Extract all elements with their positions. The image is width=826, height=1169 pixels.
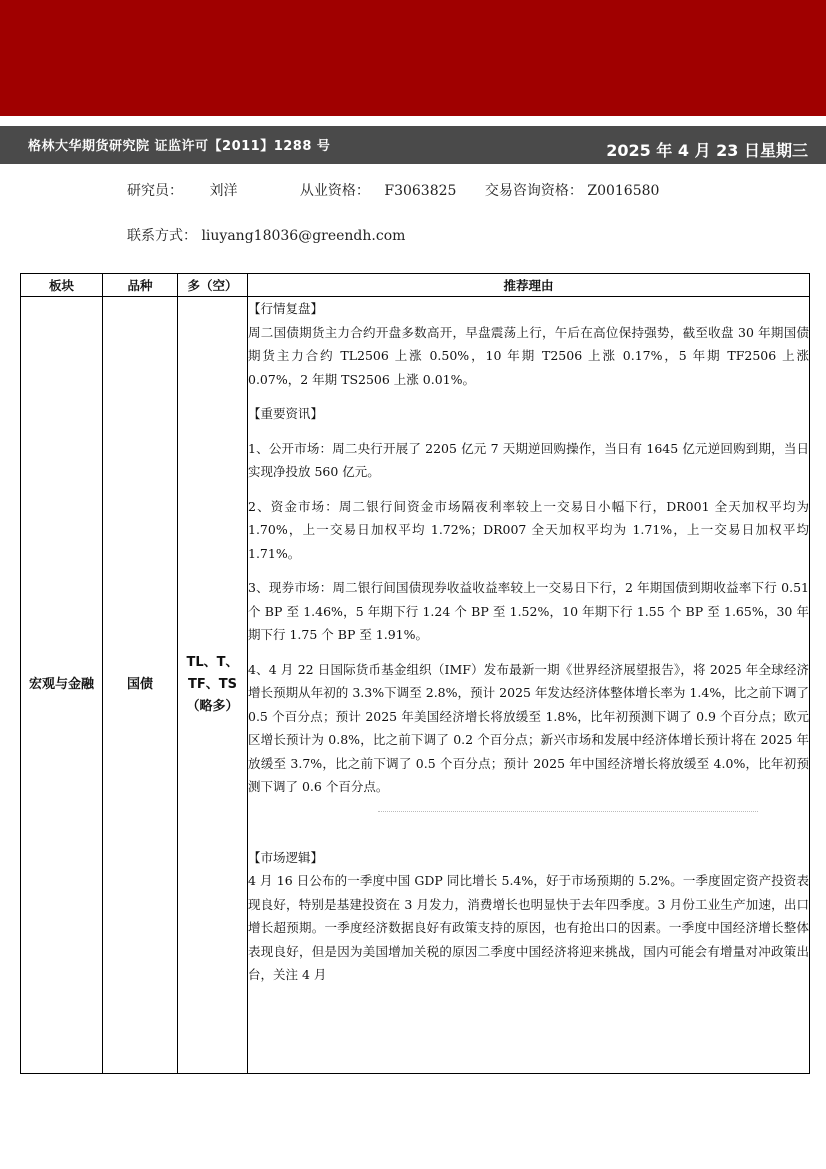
table-header-row — [21, 274, 810, 297]
header-info-bar — [0, 126, 826, 164]
header-sector: 板块 — [21, 274, 103, 297]
sector-name: 宏观与金融 — [29, 677, 95, 692]
news-item-4: 4、4 月 22 日国际货币基金组织（IMF）发布最新一期《世界经济展望报告》，将 2025 年全球经济增长预期从年初的 3.3%下调至 2.8%，预计 2025 年发达经济体整体增长率为 1.4%，比之前下调了 0.5 个百分点；预计 2025 年美国经济增长将放缓至 1.8%，比年初预测下调了 0.9 个百分点；欧元区增长预计为 0.8%，比之前下调了 0.2 个百分点；新兴市场和发展中经济体增长预计将在 2025 年放缓至 3.7%，比之前下调了 0.5 个百分点；预计 2025 年中国经济增长将放缓至 4.0%，比年初预测下调了 0.6 个百分点。 — [248, 661, 809, 794]
qualification-number: F3063825 — [384, 183, 457, 199]
contact-label: 联系方式： — [127, 228, 197, 244]
researcher-label: 研究员： — [127, 183, 183, 199]
header-variety: 品种 — [103, 274, 178, 297]
variety-name: 国债 — [126, 677, 153, 692]
direction-cell — [178, 297, 248, 1074]
consult-number: Z0016580 — [587, 183, 660, 199]
header-reason: 推荐理由 — [248, 274, 810, 297]
qualification-label: 从业资格： — [299, 183, 370, 199]
review-text: 周二国债期货主力合约开盘多数高开，早盘震荡上行，午后在高位保持强势，截至收盘 30 年期国债期货主力合约 TL2506 上涨 0.50%，10 年期 T2506 上涨 0.17%，5 年期 TF2506 上涨 0.07%，2 年期 TS2506 上涨 0.01%。 — [248, 324, 809, 387]
reason-cell — [248, 297, 810, 1074]
contact-line — [127, 225, 405, 245]
news-title: 【重要资讯】 — [248, 406, 324, 421]
variety-cell — [103, 297, 178, 1074]
sector-cell — [21, 297, 103, 1074]
divider — [378, 799, 758, 812]
analyst-line — [127, 180, 659, 200]
researcher-name: 刘洋 — [209, 183, 238, 199]
review-title: 【行情复盘】 — [248, 301, 324, 316]
contact-email[interactable]: liuyang18036@greendh.com — [201, 228, 406, 244]
news-item-2: 2、资金市场：周二银行间资金市场隔夜利率较上一交易日小幅下行，DR001 全天加权平均为 1.70%，上一交易日加权平均 1.72%；DR007 全天加权平均为 1.71%，上一交易日加权平均 1.71%。 — [248, 498, 809, 561]
logic-title: 【市场逻辑】 — [248, 849, 324, 865]
header-direction: 多（空） — [178, 274, 248, 297]
report-date: 2025 年 4 月 23 日星期三 — [606, 141, 808, 160]
table-row — [21, 297, 810, 1074]
news-item-3: 3、现券市场：周二银行间国债现券收益收益率较上一交易日下行，2 年期国债到期收益率下行 0.51 个 BP 至 1.46%，5 年期下行 1.24 个 BP 至 1.52%，10 年期下行 1.55 个 BP 至 1.65%，30 年期下行 1.75 个 BP 至 1.91%。 — [248, 580, 809, 642]
consult-label: 交易咨询资格： — [484, 183, 583, 199]
news-item-1: 1、公开市场：周二央行开展了 2205 亿元 7 天期逆回购操作，当日有 1645 亿元逆回购到期，当日实现净投放 560 亿元。 — [248, 440, 809, 479]
logic-text: 4 月 16 日公布的一季度中国 GDP 同比增长 5.4%，好于市场预期的 5.2%。一季度固定资产投资表现良好，特别是基建投资在 3 月发力，消费增长也明显快于去年四季度。3 月份工业生产加速，出口增长超预期。一季度经济数据良好有政策支持的原因，也有抢出口的因素。一季度中国经济增长整体表现良好，但是因为美国增加关税的原因二季度中国经济将迎来挑战，国内可能会有增量对冲政策出台，关注 4 月 — [248, 873, 809, 982]
org-license: 格林大华期货研究院 证监许可【2011】1288 号 — [28, 139, 331, 154]
header-red-band — [0, 0, 826, 116]
recommendation-table — [20, 273, 810, 1074]
direction-value: TL、T、TF、TS（略多） — [186, 655, 239, 714]
